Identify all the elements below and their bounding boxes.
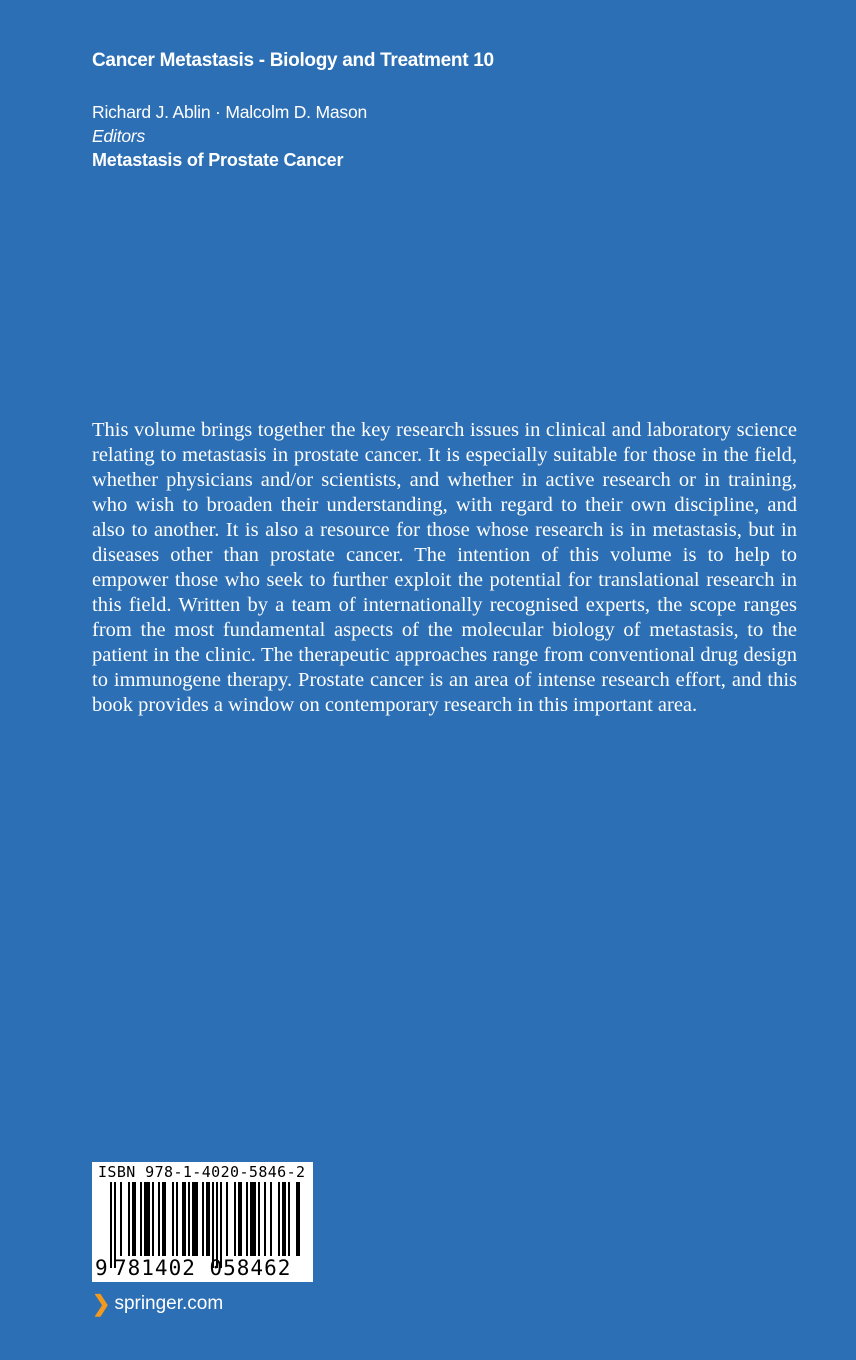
barcode-bar — [206, 1182, 210, 1256]
barcode-bar — [110, 1182, 112, 1268]
barcode-bar — [182, 1182, 186, 1256]
barcode-bar — [120, 1182, 122, 1256]
ean-digits: 781402 058462 — [114, 1256, 292, 1280]
barcode-bar — [140, 1182, 142, 1256]
barcode-bar — [132, 1182, 136, 1256]
editors-block — [92, 100, 367, 172]
barcode-bar — [172, 1182, 174, 1256]
book-description: This volume brings together the key research issues in clinical and laboratory science relating to metastasis in prostate cancer. It is especially suitable for those in the field, whether physicians and/or scientists, and whether in active research or in training, who wish to broaden their understanding, with regard to their own discipline, and also to another. It is also a resource for those whose research is in metastasis, but in diseases other than prostate cancer. The intention of this volume is to help to empower those who seek to further exploit the potential for translational research in this field. Written by a team of internationally recognised experts, the scope ranges from the most fundamental aspects of the molecular biology of metastasis, to the patient in the clinic. The therapeutic approaches range from conventional drug design to immunogene therapy. Prostate cancer is an area of intense research effort, and this book provides a window on contemporary research in this important area. — [92, 419, 797, 716]
barcode — [92, 1162, 313, 1282]
chevron-right-icon: ❯ — [92, 1291, 111, 1316]
barcode-bar — [128, 1182, 130, 1256]
barcode-bar — [152, 1182, 154, 1256]
barcode-bar — [162, 1182, 166, 1256]
barcode-bar — [176, 1182, 178, 1256]
ean-first-digit: 9 — [95, 1256, 108, 1280]
series-title: Cancer Metastasis - Biology and Treatment 10 — [92, 50, 494, 71]
barcode-bar — [296, 1182, 300, 1256]
barcode-bar — [234, 1182, 236, 1256]
barcode-bar — [246, 1182, 248, 1256]
editor-names: Richard J. Ablin · Malcolm D. Mason — [92, 102, 368, 122]
barcode-bar — [158, 1182, 160, 1256]
barcode-bar — [270, 1182, 272, 1256]
barcode-bar — [250, 1182, 256, 1256]
book-title: Metastasis of Prostate Cancer — [92, 150, 344, 170]
isbn-label: ISBN 978-1-4020-5846-2 — [98, 1163, 306, 1181]
barcode-bar — [238, 1182, 242, 1256]
barcode-bar — [282, 1182, 286, 1256]
barcode-bar — [226, 1182, 228, 1256]
barcode-bar — [258, 1182, 260, 1256]
barcode-bar — [192, 1182, 198, 1256]
barcode-bar — [278, 1182, 280, 1256]
publisher-link[interactable] — [92, 1293, 223, 1315]
publisher-url: springer.com — [114, 1293, 224, 1314]
barcode-bar — [288, 1182, 290, 1256]
barcode-bar — [202, 1182, 204, 1256]
editors-role: Editors — [92, 126, 146, 146]
barcode-bar — [188, 1182, 190, 1256]
barcode-bar — [264, 1182, 266, 1256]
barcode-bar — [144, 1182, 150, 1256]
